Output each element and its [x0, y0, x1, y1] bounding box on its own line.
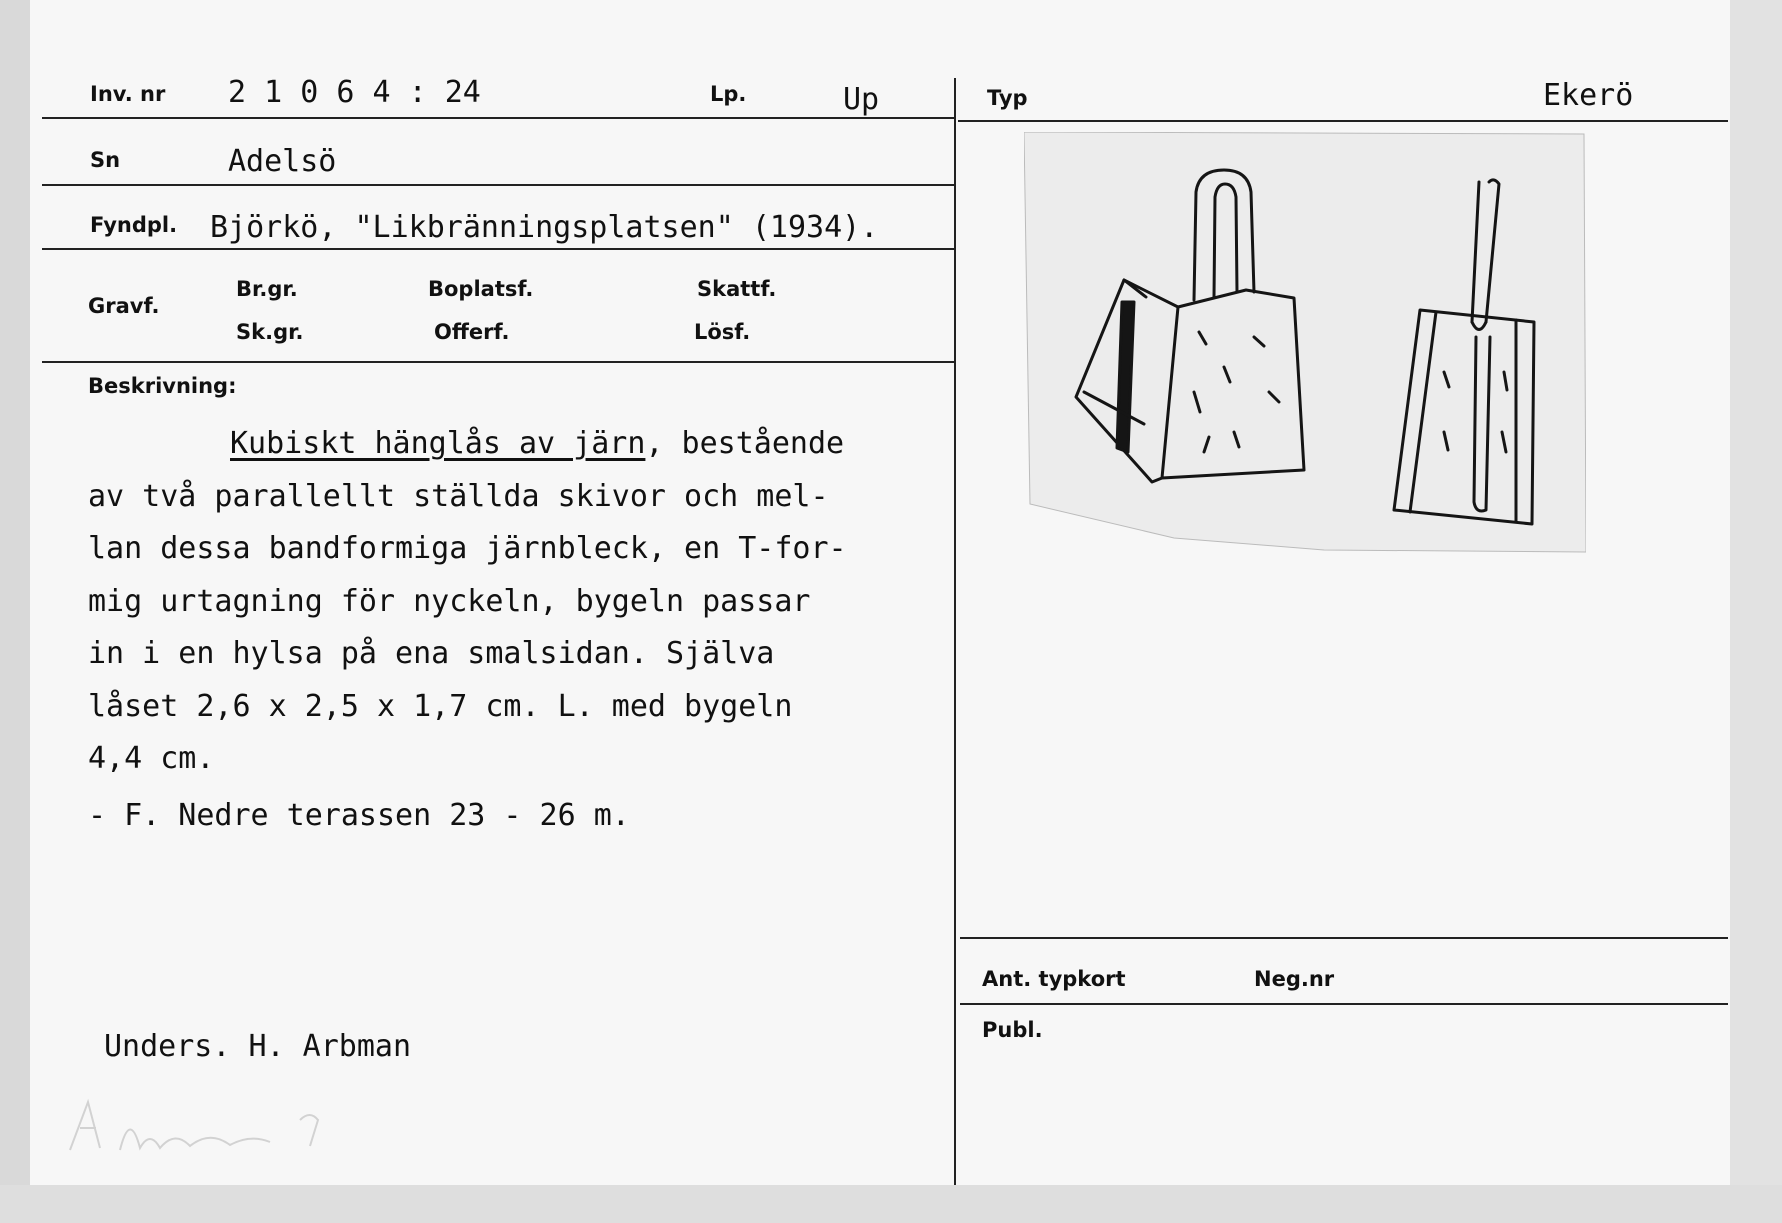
description-text [88, 418, 847, 786]
fyndpl-label: Fyndpl. [90, 213, 178, 237]
rule-ant-typkort [960, 937, 1728, 939]
description-line: av två parallellt ställda skivor och mel- [88, 478, 829, 514]
card-bottom-edge [0, 1185, 1782, 1223]
faint-signature-image [60, 1090, 380, 1160]
ant-typkort-label: Ant. typkort [982, 967, 1126, 991]
description-line-rest: , bestående [645, 426, 845, 461]
card-edge [1730, 0, 1782, 1223]
description-line [88, 418, 847, 471]
description-line: låset 2,6 x 2,5 x 1,7 cm. L. med bygeln [88, 688, 793, 724]
typ-value: Ekerö [1543, 78, 1634, 113]
sk-gr-label: Sk.gr. [236, 320, 304, 344]
beskrivning-label: Beskrivning: [88, 374, 237, 398]
gravf-label: Gravf. [88, 294, 160, 318]
description-line: lan dessa bandformiga järnbleck, en T-for- [88, 531, 847, 566]
description-line: in i en hylsa på ena smalsidan. Själva [88, 636, 775, 671]
losf-label: Lösf. [694, 320, 751, 344]
typ-label: Typ [987, 86, 1028, 110]
rule-header-right [958, 120, 1728, 122]
lp-label: Lp. [710, 82, 747, 106]
sn-value: Adelsö [228, 144, 337, 179]
unders-value: Unders. H. Arbman [104, 1029, 412, 1064]
inv-nr-label: Inv. nr [90, 82, 166, 106]
offerf-label: Offerf. [434, 320, 510, 344]
description-line: 4,4 cm. [88, 741, 215, 776]
publ-label: Publ. [982, 1018, 1043, 1042]
fyndpl-value: Björkö, "Likbränningsplatsen" (1934). [210, 210, 879, 245]
description-line: mig urtagning för nyckeln, bygeln passar [88, 583, 811, 619]
boplatsf-label: Boplatsf. [428, 277, 534, 301]
rule-gravf [42, 361, 954, 363]
sn-label: Sn [90, 148, 121, 172]
skattf-label: Skattf. [697, 277, 777, 301]
lp-value: Up [843, 82, 880, 117]
find-note: - F. Nedre terassen 23 - 26 m. [88, 798, 630, 833]
rule-sn [42, 184, 954, 186]
neg-nr-label: Neg.nr [1254, 967, 1335, 991]
rule-publ [960, 1003, 1728, 1005]
description-underlined: Kubiskt hänglås av järn [230, 426, 646, 461]
inv-nr-value: 2 1 0 6 4 : 24 [228, 75, 481, 110]
br-gr-label: Br.gr. [236, 277, 298, 301]
rule-fyndpl [42, 248, 954, 250]
rule-header [42, 117, 954, 119]
padlock-sketch [1024, 132, 1586, 554]
column-divider [954, 78, 956, 1185]
